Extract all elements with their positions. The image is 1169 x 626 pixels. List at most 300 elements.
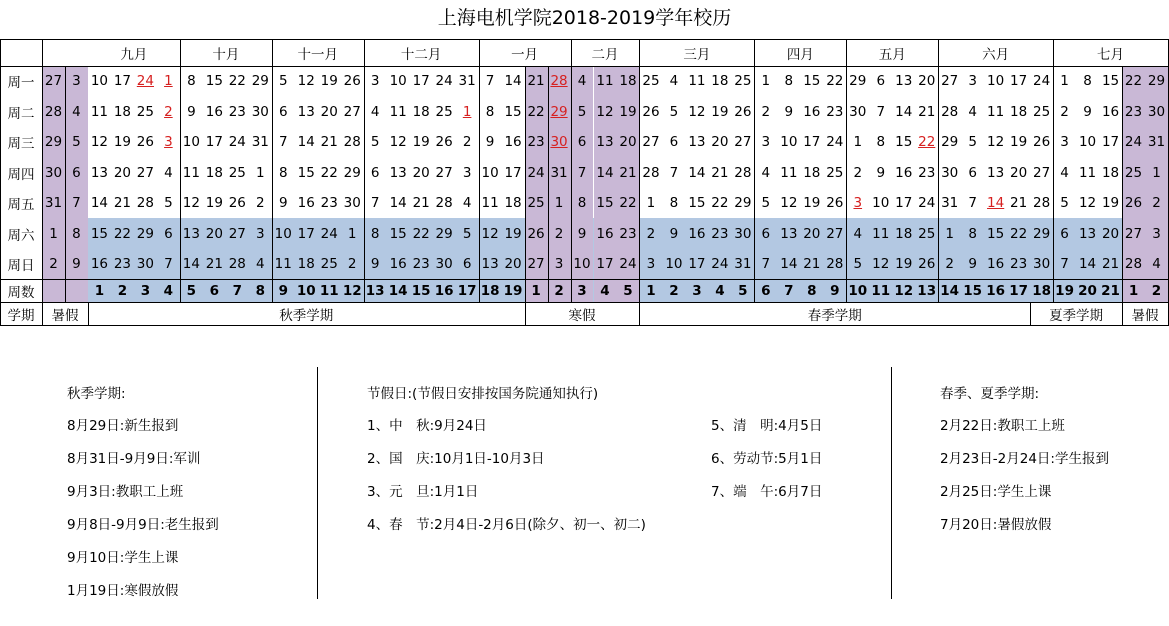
date-cell: 11 bbox=[1078, 164, 1097, 181]
date-cell: 1 bbox=[853, 134, 863, 150]
date-cell: 29 bbox=[343, 164, 361, 181]
date-cell: 13 bbox=[389, 164, 407, 181]
date-cell: 30 bbox=[941, 164, 959, 181]
date-cell: 5 bbox=[577, 103, 587, 120]
date-cell: 8 bbox=[187, 73, 196, 89]
date-cell: 11 bbox=[688, 73, 706, 89]
date-cell: 11 bbox=[872, 225, 890, 242]
term-cell: 秋季学期 bbox=[279, 307, 334, 324]
date-cell: 4 bbox=[370, 103, 380, 120]
date-cell: 16 bbox=[504, 134, 522, 150]
date-cell: 18 bbox=[412, 103, 430, 120]
date-cell: 15 bbox=[1101, 73, 1120, 89]
week-number-label: 周数 bbox=[7, 284, 35, 301]
date-cell: 25 bbox=[642, 73, 660, 89]
date-cell: 25 bbox=[826, 164, 844, 181]
grid-line bbox=[0, 39, 1169, 40]
autumn-item: 9月8日-9月9日:老生报到 bbox=[67, 517, 219, 533]
spring-heading: 春季、夏季学期: bbox=[940, 386, 1040, 402]
date-cell: 15 bbox=[297, 164, 315, 181]
spring-item: 2月23日-2月24日:学生报到 bbox=[940, 451, 1109, 467]
week-number: 2 bbox=[669, 282, 679, 299]
date-cell: 28 bbox=[343, 134, 361, 150]
date-cell: 17 bbox=[297, 225, 315, 242]
grid-line bbox=[1030, 302, 1031, 326]
date-cell: 23 bbox=[320, 195, 338, 211]
grid-line bbox=[754, 39, 755, 303]
date-cell: 13 bbox=[481, 256, 499, 272]
week-number: 4 bbox=[163, 282, 174, 299]
date-cell: 9 bbox=[577, 225, 587, 242]
date-cell: 15 bbox=[389, 225, 407, 242]
date-cell: 15 bbox=[895, 134, 913, 150]
date-cell: 14 bbox=[182, 256, 200, 272]
date-cell: 26 bbox=[136, 134, 154, 150]
month-header: 十二月 bbox=[400, 46, 442, 63]
date-cell: 9 bbox=[187, 103, 196, 120]
date-cell: 24 bbox=[136, 73, 154, 89]
date-cell: 28 bbox=[734, 164, 752, 181]
week-number: 17 bbox=[457, 282, 477, 299]
date-cell: 8 bbox=[1083, 73, 1092, 89]
week-number: 7 bbox=[784, 282, 794, 299]
week-number: 12 bbox=[894, 282, 914, 299]
month-header: 七月 bbox=[1097, 46, 1125, 63]
date-cell: 15 bbox=[688, 195, 706, 211]
date-cell: 22 bbox=[826, 73, 844, 89]
date-cell: 29 bbox=[1147, 73, 1166, 89]
date-cell: 27 bbox=[343, 103, 361, 120]
week-number: 9 bbox=[278, 282, 288, 299]
date-cell: 12 bbox=[688, 103, 706, 120]
date-cell: 1 bbox=[1152, 164, 1161, 181]
date-cell: 21 bbox=[113, 195, 132, 211]
week-number: 2 bbox=[1151, 282, 1162, 299]
date-cell: 4 bbox=[462, 195, 472, 211]
date-cell: 9 bbox=[72, 256, 81, 272]
date-cell: 14 bbox=[504, 73, 522, 89]
month-header: 十月 bbox=[212, 46, 240, 63]
date-cell: 23 bbox=[711, 225, 729, 242]
date-cell: 25 bbox=[136, 103, 154, 120]
date-cell: 14 bbox=[688, 164, 706, 181]
date-cell: 15 bbox=[205, 73, 223, 89]
date-cell: 24 bbox=[527, 164, 545, 181]
grid-line bbox=[88, 302, 89, 326]
week-number: 8 bbox=[807, 282, 817, 299]
date-cell: 19 bbox=[205, 195, 223, 211]
week-number: 3 bbox=[140, 282, 151, 299]
notes-divider-left bbox=[317, 367, 318, 599]
date-cell: 15 bbox=[504, 103, 522, 120]
date-cell: 27 bbox=[941, 73, 959, 89]
date-cell: 30 bbox=[435, 256, 453, 272]
date-cell: 1 bbox=[945, 225, 954, 242]
date-cell: 19 bbox=[1101, 195, 1120, 211]
week-number: 14 bbox=[388, 282, 408, 299]
date-cell: 18 bbox=[205, 164, 223, 181]
date-cell: 14 bbox=[297, 134, 315, 150]
date-cell: 10 bbox=[90, 73, 109, 89]
date-cell: 9 bbox=[968, 256, 977, 272]
date-cell: 27 bbox=[734, 134, 752, 150]
date-cell: 10 bbox=[274, 225, 292, 242]
grid-line bbox=[571, 39, 572, 303]
holidays-heading: 节假日:(节假日安排按国务院通知执行) bbox=[367, 386, 599, 402]
week-number: 10 bbox=[296, 282, 316, 299]
date-cell: 13 bbox=[688, 134, 706, 150]
weekday-label: 周二 bbox=[7, 105, 35, 122]
date-cell: 13 bbox=[182, 225, 200, 242]
date-cell: 18 bbox=[803, 164, 821, 181]
date-cell: 12 bbox=[481, 225, 499, 242]
date-cell: 16 bbox=[895, 164, 913, 181]
date-cell: 17 bbox=[803, 134, 821, 150]
month-header: 九月 bbox=[120, 46, 148, 63]
date-cell: 7 bbox=[761, 256, 771, 272]
week-number: 20 bbox=[1078, 282, 1097, 299]
autumn-item: 8月29日:新生报到 bbox=[67, 418, 179, 434]
week-number: 4 bbox=[600, 282, 610, 299]
date-cell: 3 bbox=[72, 73, 81, 89]
date-cell: 15 bbox=[596, 195, 614, 211]
date-cell: 4 bbox=[853, 225, 863, 242]
weekday-label: 周日 bbox=[7, 258, 35, 274]
date-cell: 29 bbox=[136, 225, 154, 242]
week-number: 11 bbox=[871, 282, 891, 299]
date-cell: 27 bbox=[136, 164, 154, 181]
date-cell: 13 bbox=[895, 73, 913, 89]
term-cell: 寒假 bbox=[568, 307, 596, 324]
date-cell: 11 bbox=[596, 73, 614, 89]
date-cell: 19 bbox=[1010, 134, 1028, 150]
date-cell: 4 bbox=[164, 164, 173, 181]
date-cell: 23 bbox=[113, 256, 132, 272]
date-cell: 18 bbox=[113, 103, 132, 120]
date-cell: 6 bbox=[462, 256, 472, 272]
term-cell: 夏季学期 bbox=[1049, 307, 1104, 324]
week-number: 7 bbox=[232, 282, 243, 299]
date-cell: 12 bbox=[90, 134, 109, 150]
date-cell: 15 bbox=[90, 225, 109, 242]
holiday-item: 6、劳动节:5月1日 bbox=[711, 451, 823, 467]
date-cell: 12 bbox=[596, 103, 614, 120]
grid-line bbox=[42, 39, 43, 326]
date-cell: 11 bbox=[780, 164, 798, 181]
date-cell: 27 bbox=[228, 225, 246, 242]
date-cell: 16 bbox=[90, 256, 109, 272]
date-cell: 14 bbox=[389, 195, 407, 211]
date-cell: 18 bbox=[711, 73, 729, 89]
date-cell: 1 bbox=[1060, 73, 1069, 89]
date-cell: 3 bbox=[370, 73, 380, 89]
grid-line bbox=[846, 39, 847, 303]
date-cell: 6 bbox=[968, 164, 977, 181]
date-cell: 13 bbox=[90, 164, 109, 181]
date-cell: 28 bbox=[1124, 256, 1143, 272]
grid-line bbox=[272, 39, 273, 303]
date-cell: 20 bbox=[1101, 225, 1120, 242]
month-header: 四月 bbox=[786, 46, 814, 63]
date-cell: 7 bbox=[577, 164, 587, 181]
date-cell: 6 bbox=[876, 73, 886, 89]
grid-line bbox=[0, 66, 1169, 67]
week-number: 6 bbox=[209, 282, 220, 299]
week-number: 17 bbox=[1009, 282, 1029, 299]
date-cell: 8 bbox=[278, 164, 288, 181]
date-cell: 16 bbox=[297, 195, 315, 211]
date-cell: 30 bbox=[1147, 103, 1166, 120]
date-cell: 23 bbox=[228, 103, 246, 120]
date-cell: 30 bbox=[44, 164, 63, 181]
date-cell: 4 bbox=[72, 103, 81, 120]
date-cell: 25 bbox=[918, 225, 936, 242]
week-number: 15 bbox=[963, 282, 983, 299]
date-cell: 11 bbox=[182, 164, 200, 181]
date-cell: 1 bbox=[256, 164, 265, 181]
month-header: 一月 bbox=[511, 46, 539, 63]
date-cell: 23 bbox=[527, 134, 545, 150]
date-cell: 17 bbox=[1101, 134, 1120, 150]
date-cell: 17 bbox=[205, 134, 223, 150]
date-cell: 10 bbox=[481, 164, 499, 181]
date-cell: 5 bbox=[370, 134, 380, 150]
date-cell: 3 bbox=[646, 256, 656, 272]
grid-line bbox=[938, 39, 939, 303]
date-cell: 5 bbox=[761, 195, 771, 211]
date-cell: 8 bbox=[72, 225, 81, 242]
date-cell: 3 bbox=[761, 134, 771, 150]
holiday-item: 5、清 明:4月5日 bbox=[711, 418, 823, 434]
date-cell: 29 bbox=[251, 73, 269, 89]
holiday-item: 3、元 旦:1月1日 bbox=[367, 484, 479, 500]
date-cell: 1 bbox=[347, 225, 357, 242]
week-number: 8 bbox=[255, 282, 265, 299]
month-header: 十一月 bbox=[297, 46, 338, 63]
grid-line bbox=[0, 279, 1169, 280]
spring-item: 2月22日:教职工上班 bbox=[940, 418, 1065, 434]
date-cell: 8 bbox=[968, 225, 977, 242]
date-cell: 2 bbox=[256, 195, 265, 211]
date-cell: 22 bbox=[918, 134, 936, 150]
grid-line bbox=[479, 39, 480, 303]
grid-line bbox=[525, 66, 526, 303]
date-cell: 27 bbox=[1033, 164, 1051, 181]
date-cell: 5 bbox=[669, 103, 679, 120]
date-cell: 21 bbox=[803, 256, 821, 272]
grid-line bbox=[0, 302, 1169, 303]
date-cell: 30 bbox=[343, 195, 361, 211]
date-cell: 6 bbox=[370, 164, 380, 181]
date-cell: 7 bbox=[968, 195, 977, 211]
date-cell: 5 bbox=[278, 73, 288, 89]
date-cell: 26 bbox=[918, 256, 936, 272]
date-cell: 10 bbox=[987, 73, 1005, 89]
autumn-item: 1月19日:寒假放假 bbox=[67, 583, 179, 599]
week-number: 19 bbox=[1055, 282, 1074, 299]
date-cell: 22 bbox=[527, 103, 545, 120]
date-cell: 4 bbox=[577, 73, 587, 89]
date-cell: 23 bbox=[1124, 103, 1143, 120]
week-number: 3 bbox=[692, 282, 702, 299]
date-cell: 13 bbox=[297, 103, 315, 120]
date-cell: 18 bbox=[297, 256, 315, 272]
date-cell: 5 bbox=[164, 195, 173, 211]
date-cell: 24 bbox=[320, 225, 338, 242]
date-cell: 20 bbox=[803, 225, 821, 242]
date-cell: 13 bbox=[987, 164, 1005, 181]
date-cell: 16 bbox=[803, 103, 821, 120]
grid-line bbox=[1053, 39, 1054, 303]
week-number: 13 bbox=[917, 282, 937, 299]
date-cell: 31 bbox=[44, 195, 63, 211]
date-cell: 29 bbox=[941, 134, 959, 150]
date-cell: 25 bbox=[1033, 103, 1051, 120]
spring-item: 2月25日:学生上课 bbox=[940, 484, 1052, 500]
week-number: 15 bbox=[411, 282, 431, 299]
date-cell: 24 bbox=[711, 256, 729, 272]
date-cell: 14 bbox=[1078, 256, 1097, 272]
date-cell: 3 bbox=[462, 164, 472, 181]
date-cell: 11 bbox=[987, 103, 1005, 120]
date-cell: 29 bbox=[550, 103, 568, 120]
date-cell: 14 bbox=[987, 195, 1005, 211]
date-cell: 3 bbox=[554, 256, 564, 272]
week-number: 3 bbox=[577, 282, 587, 299]
date-cell: 3 bbox=[164, 134, 173, 150]
term-label: 学期 bbox=[7, 307, 35, 324]
grid-line bbox=[639, 302, 640, 326]
date-cell: 28 bbox=[642, 164, 660, 181]
weekday-label: 周三 bbox=[7, 136, 35, 152]
date-cell: 2 bbox=[462, 134, 472, 150]
week-number: 13 bbox=[365, 282, 385, 299]
date-cell: 2 bbox=[1060, 103, 1069, 120]
date-cell: 26 bbox=[734, 103, 752, 120]
date-cell: 6 bbox=[761, 225, 771, 242]
date-cell: 21 bbox=[711, 164, 729, 181]
date-cell: 2 bbox=[554, 225, 564, 242]
date-cell: 28 bbox=[550, 73, 568, 89]
date-cell: 30 bbox=[550, 134, 568, 150]
date-cell: 15 bbox=[987, 225, 1005, 242]
date-cell: 30 bbox=[136, 256, 154, 272]
date-cell: 1 bbox=[462, 103, 472, 120]
weekday-label: 周四 bbox=[7, 166, 35, 183]
date-cell: 24 bbox=[228, 134, 246, 150]
grid-line bbox=[0, 39, 1, 326]
date-cell: 16 bbox=[688, 225, 706, 242]
date-cell: 17 bbox=[113, 73, 132, 89]
date-cell: 22 bbox=[1010, 225, 1028, 242]
date-cell: 11 bbox=[274, 256, 292, 272]
date-cell: 18 bbox=[1101, 164, 1120, 181]
date-cell: 7 bbox=[876, 103, 886, 120]
term-cell: 春季学期 bbox=[807, 307, 862, 324]
date-cell: 19 bbox=[711, 103, 729, 120]
date-cell: 24 bbox=[619, 256, 637, 272]
term-cell: 暑假 bbox=[1131, 307, 1159, 324]
date-cell: 16 bbox=[987, 256, 1005, 272]
date-cell: 16 bbox=[205, 103, 223, 120]
date-cell: 13 bbox=[596, 134, 614, 150]
autumn-item: 9月3日:教职工上班 bbox=[67, 484, 184, 500]
date-cell: 9 bbox=[278, 195, 288, 211]
date-cell: 4 bbox=[968, 103, 977, 120]
date-cell: 2 bbox=[945, 256, 954, 272]
week-number: 1 bbox=[94, 282, 105, 299]
month-header: 二月 bbox=[591, 46, 619, 63]
grid-line bbox=[525, 302, 526, 326]
date-cell: 22 bbox=[619, 195, 637, 211]
date-cell: 23 bbox=[918, 164, 936, 181]
date-cell: 22 bbox=[711, 195, 729, 211]
date-cell: 20 bbox=[320, 103, 338, 120]
date-cell: 1 bbox=[49, 225, 58, 242]
date-cell: 28 bbox=[228, 256, 246, 272]
date-cell: 12 bbox=[987, 134, 1005, 150]
date-cell: 24 bbox=[918, 195, 936, 211]
grid-line bbox=[180, 39, 181, 303]
date-cell: 6 bbox=[577, 134, 587, 150]
week-number: 12 bbox=[342, 282, 362, 299]
date-cell: 23 bbox=[619, 225, 637, 242]
date-cell: 10 bbox=[1078, 134, 1097, 150]
date-cell: 17 bbox=[412, 73, 430, 89]
week-number: 1 bbox=[531, 282, 541, 299]
date-cell: 31 bbox=[550, 164, 568, 181]
date-cell: 1 bbox=[761, 73, 771, 89]
week-number: 19 bbox=[503, 282, 523, 299]
week-number bbox=[65, 279, 88, 302]
week-number: 5 bbox=[623, 282, 633, 299]
date-cell: 19 bbox=[412, 134, 430, 150]
date-cell: 12 bbox=[182, 195, 200, 211]
week-number: 21 bbox=[1101, 282, 1120, 299]
date-cell: 1 bbox=[646, 195, 656, 211]
week-number: 5 bbox=[738, 282, 748, 299]
date-cell: 21 bbox=[918, 103, 936, 120]
date-cell: 25 bbox=[527, 195, 545, 211]
date-cell: 10 bbox=[573, 256, 591, 272]
spring-item: 7月20日:暑假放假 bbox=[940, 517, 1052, 533]
date-cell: 25 bbox=[1124, 164, 1143, 181]
date-cell: 14 bbox=[895, 103, 913, 120]
weekday-label: 周一 bbox=[7, 75, 35, 91]
date-cell: 10 bbox=[872, 195, 890, 211]
date-cell: 10 bbox=[665, 256, 683, 272]
date-cell: 26 bbox=[826, 195, 844, 211]
date-cell: 5 bbox=[462, 225, 472, 242]
date-cell: 31 bbox=[941, 195, 959, 211]
date-cell: 9 bbox=[876, 164, 886, 181]
date-cell: 21 bbox=[205, 256, 223, 272]
date-cell: 30 bbox=[849, 103, 867, 120]
date-cell: 14 bbox=[90, 195, 109, 211]
weekday-label: 周五 bbox=[7, 197, 35, 213]
date-cell: 6 bbox=[669, 134, 679, 150]
date-cell: 26 bbox=[343, 73, 361, 89]
date-cell: 24 bbox=[1033, 73, 1051, 89]
date-cell: 28 bbox=[136, 195, 154, 211]
date-cell: 23 bbox=[1010, 256, 1028, 272]
date-cell: 28 bbox=[826, 256, 844, 272]
month-header: 五月 bbox=[878, 46, 906, 63]
grid-line bbox=[1122, 302, 1123, 326]
date-cell: 20 bbox=[711, 134, 729, 150]
date-cell: 26 bbox=[435, 134, 453, 150]
week-number: 5 bbox=[186, 282, 197, 299]
